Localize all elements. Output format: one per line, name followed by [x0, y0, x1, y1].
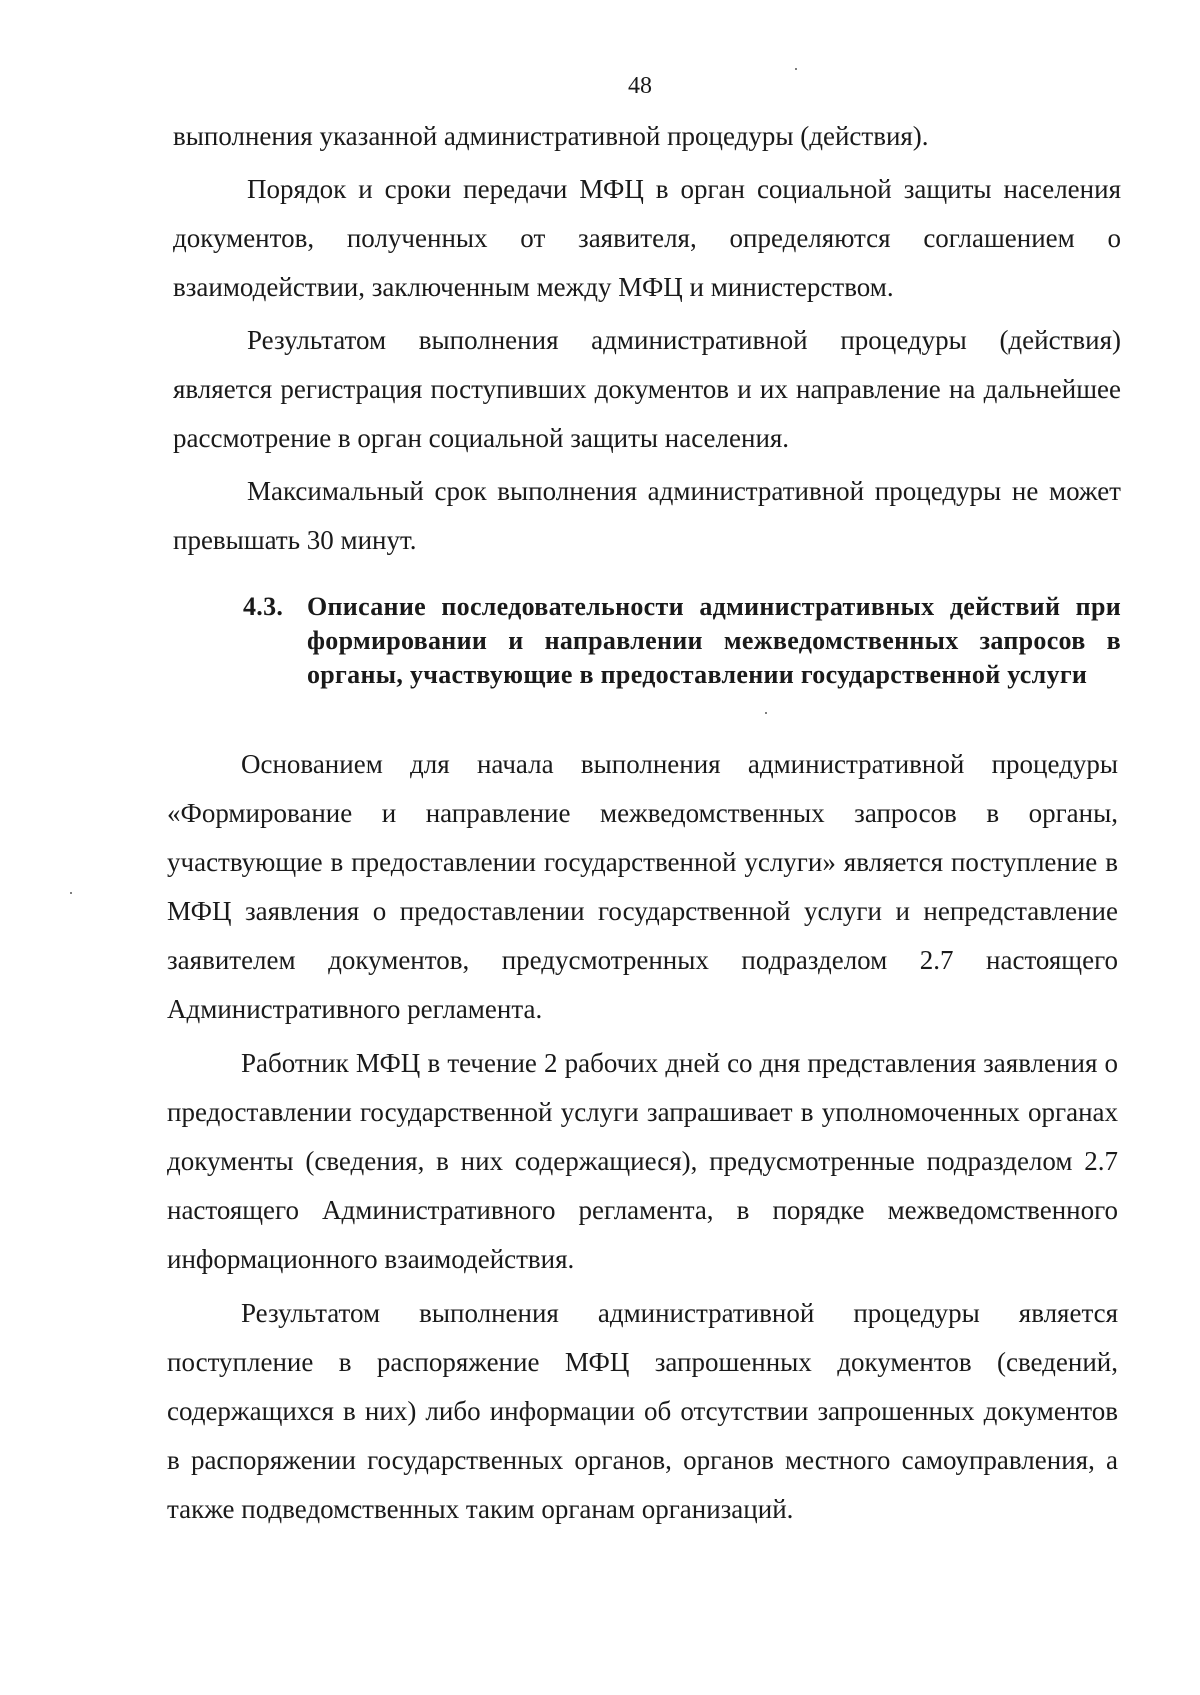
scan-speck	[765, 712, 767, 714]
paragraph-max-duration: Максимальный срок выполнения административной процедуры не может превышать 30 минут.	[173, 476, 1121, 555]
scan-speck	[795, 68, 797, 70]
section-heading	[243, 590, 1121, 692]
paragraph-mfc-request: Работник МФЦ в течение 2 рабочих дней со дня представления заявления о предоставлении государственной услуги запрашивает в уполномоченных органах документы (сведения, в них содержащиеся), предусмотренные подразделом 2.7 настоящего Административного регламента, в порядке межведомственного информационного взаимодействия.	[167, 1048, 1118, 1274]
section-heading-title: Описание последовательности административных действий при формировании и направлении межведомственных запросов в органы, участвующие в предоставлении государственной услуги	[307, 592, 1121, 689]
top-text-block	[173, 112, 1121, 565]
paragraph-grounds: Основанием для начала выполнения административной процедуры «Формирование и направление межведомственных запросов в органы, участвующие в предоставлении государственной услуги» является поступление в МФЦ заявления о предоставлении государственной услуги и непредставление заявителем документов, предусмотренных подразделом 2.7 настоящего Административного регламента.	[167, 749, 1118, 1024]
paragraph-transfer-terms: Порядок и сроки передачи МФЦ в орган социальной защиты населения документов, полученных от заявителя, определяются соглашением о взаимодействии, заключенным между МФЦ и министерством.	[173, 174, 1121, 302]
section-body	[167, 740, 1118, 1534]
section-heading-number: 4.3.	[243, 592, 284, 621]
paragraph-result: Результатом выполнения административной процедуры является поступление в распоряжение МФЦ запрошенных документов (сведений, содержащихся в них) либо информации об отсутствии запрошенных документов в распоряжении государственных органов, органов местного самоуправления, а также подведомственных таким органам организаций.	[167, 1298, 1118, 1524]
scan-speck	[70, 892, 72, 894]
page-number: 48	[628, 73, 652, 99]
continuation-line: выполнения указанной административной процедуры (действия).	[173, 121, 929, 151]
paragraph-procedure-result: Результатом выполнения административной процедуры (действия) является регистрация поступивших документов и их направление на дальнейшее рассмотрение в орган социальной защиты населения.	[173, 325, 1121, 453]
